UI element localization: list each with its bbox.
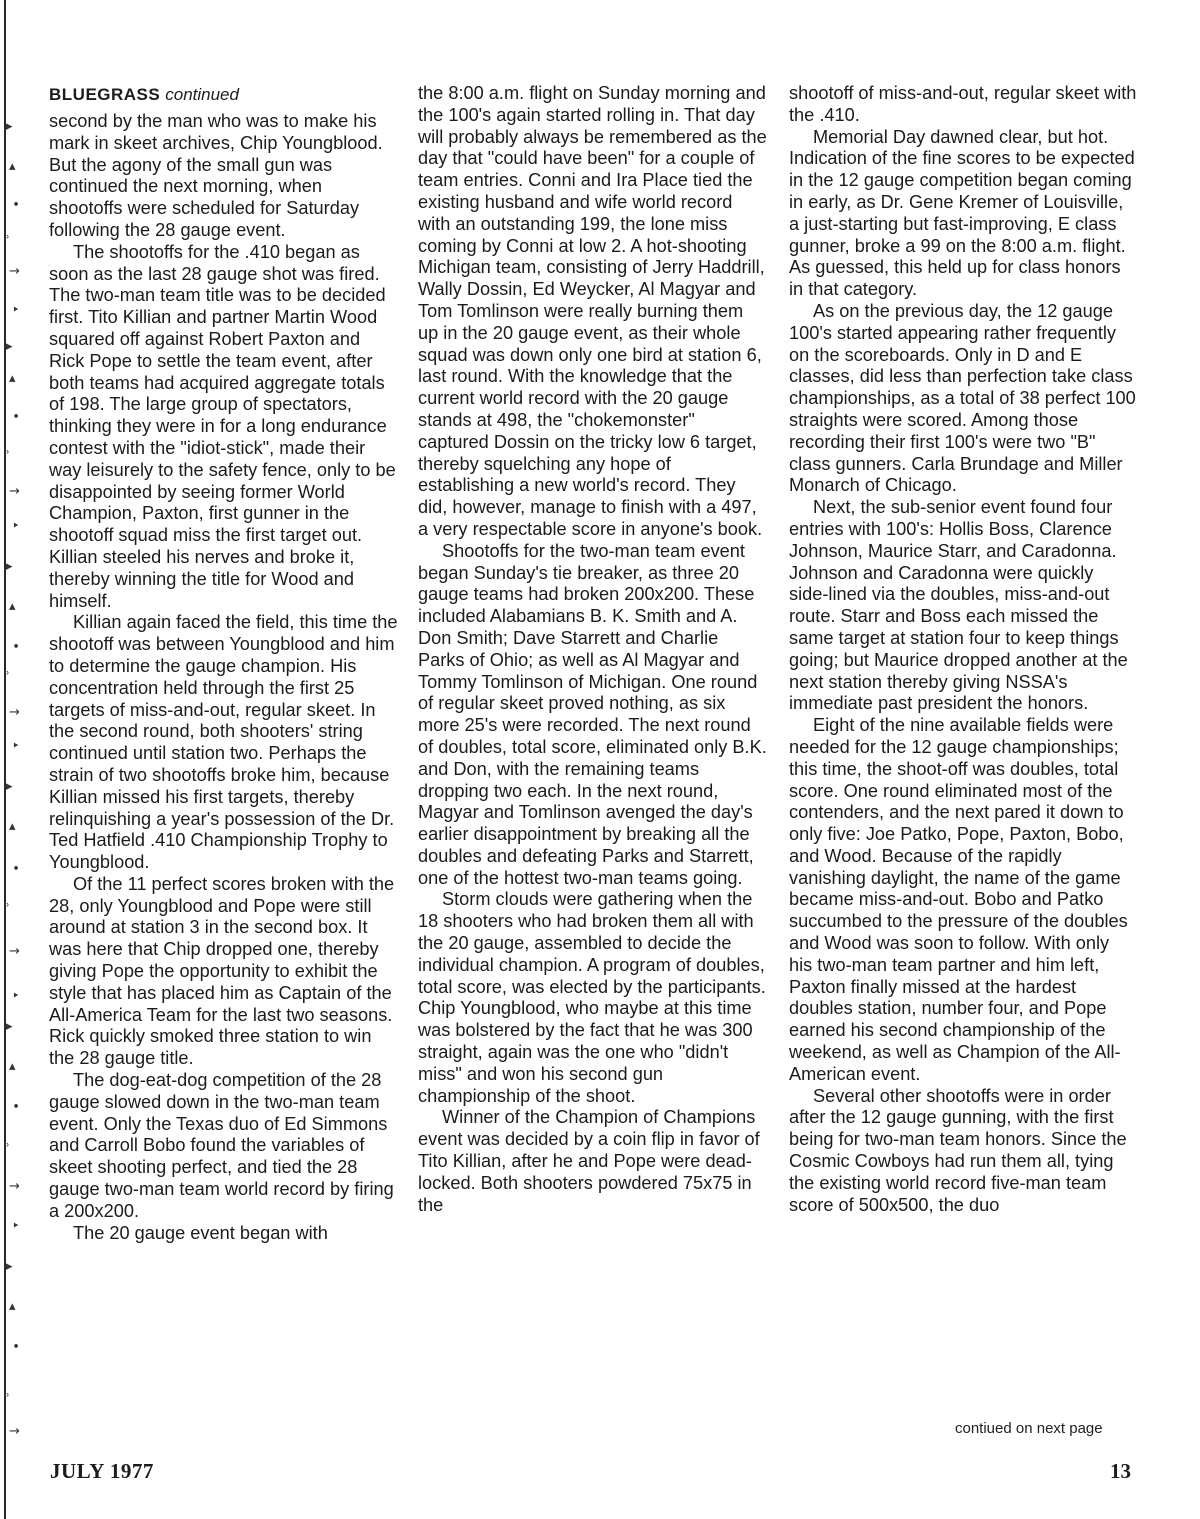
paragraph: Storm clouds were gathering when the 18 shooters who had broken them all with the 20 gauge, assembled to decide the individual champion. A program of doubles, total score, was elected by the participants. Chip Youngblood, who maybe at this time was bolstered by the fact that he was 300 straight, again was the one who "didn't miss" and won his second gun championship of the shoot. <box>418 889 766 1106</box>
paragraph: As on the previous day, the 12 gauge 100's started appearing rather frequently on the scoreboards. Only in D and E classes, did less than perfection take class championships, as a total of 38 perfect 100 straights were scored. Among those recording their first 100's were two "B" class gunners. Carla Brundage and Miller Monarch of Chicago. <box>789 300 1136 496</box>
margin-mark: → <box>9 484 20 499</box>
header-continued: continued <box>165 85 239 104</box>
margin-mark: ▸ <box>6 1259 13 1274</box>
margin-mark: ∙ <box>12 1099 21 1114</box>
margin-mark: ‣ <box>12 303 20 318</box>
margin-mark: ▴ <box>9 599 16 614</box>
paragraph: The 20 gauge event began with <box>73 1222 328 1243</box>
margin-mark: ∙ <box>12 639 21 654</box>
column-3 <box>789 83 1137 1216</box>
margin-mark: ▸ <box>6 119 13 134</box>
paragraph: The shootoffs for the .410 began as soon as the last 28 gauge shot was fired. The two-man team title was to be decided first. Tito Killian and partner Martin Wood squared off against Robert Paxton and Rick Pope to settle the team event, after both teams had acquired aggregate totals of 198. The large group of spectators, thinking they were in for a long endurance contest with the "idiot-stick", made their way leisurely to the safety fence, only to be disappointed by seeing former World Champion, Paxton, first gunner in the shootoff squad miss the first target out. Killian steeled his nerves and broke it, thereby winning the title for Wood and himself. <box>49 241 396 611</box>
margin-mark: ∙ <box>12 861 21 876</box>
margin-mark: ˒ <box>6 667 10 682</box>
paragraph: Eight of the nine available fields were needed for the 12 gauge championships; this time, the shoot-off was doubles, total score. One round eliminated most of the contenders, and the next pared it down to only five: Joe Patko, Pope, Paxton, Bobo, and Wood. Because of the rapidly vanishing daylight, the name of the game became miss-and-out. Bobo and Patko succumbed to the pressure of the doubles and Wood was soon to follow. With only his two-man team partner and him left, Paxton finally missed at the hardest doubles station, number four, and Pope earned his second championship of the weekend, as well as Champion of the All-American event. <box>789 715 1128 1084</box>
margin-mark: ▸ <box>6 779 13 794</box>
paragraph: Winner of the Champion of Champions event was decided by a coin flip in favor of Tito Killian, after he and Pope were dead-locked. Both shooters powdered 75x75 in the <box>418 1107 760 1215</box>
margin-mark: ‣ <box>12 739 20 754</box>
page-number: 13 <box>1110 1459 1131 1483</box>
continued-note: contiued on next page <box>955 1420 1103 1437</box>
paragraph: Killian again faced the field, this time the shootoff was between Youngblood and him to determine the gauge champion. His concentration held through the first 25 targets of miss-and-out, regular skeet. In the second round, both shooters' string continued until station two. Perhaps the strain of two shootoffs broke him, because Killian missed his first targets, thereby relinquishing a year's possession of the Dr. Ted Hatfield .410 Championship Trophy to Youngblood. <box>49 612 398 873</box>
margin-mark: → <box>9 1424 20 1439</box>
paragraph: The dog-eat-dog competition of the 28 gauge slowed down in the two-man team event. Only the Texas duo of Ed Simmons and Carroll Bobo found the variables of skeet shooting perfect, and tied the 28 gauge two-man team world record by firing a 200x200. <box>49 1070 394 1221</box>
margin-mark: ▴ <box>9 1059 16 1074</box>
margin-mark: ‣ <box>12 519 20 534</box>
margin-mark: ˒ <box>6 231 10 246</box>
margin-mark: ▴ <box>9 1299 16 1314</box>
margin-mark: → <box>9 944 20 959</box>
header-kicker: BLUEGRASS <box>49 85 161 104</box>
margin-mark: ▸ <box>6 339 13 354</box>
paragraph: the 8:00 a.m. flight on Sunday morning and the 100's again started rolling in. That day will probably always be remembered as the day that "could have been" for a couple of team entries. Conni and Ira Place tied the existing husband and wife world record with an outstanding 199, the lone miss coming by Conni at low 2. A hot-shooting Michigan team, consisting of Jerry Haddrill, Wally Dossin, Ed Weycker, Al Magyar and Tom Tomlinson were really burning them up in the 20 gauge event, as their whole squad was down only one bird at station 6, last round. With the knowledge that the current world record with the 20 gauge stands at 498, the "chokemonster" captured Dossin on the tricky low 6 target, thereby squelching any hope of establishing a new world's record. They did, however, manage to finish with a 497, a very respectable score in anyone's book. <box>418 83 767 539</box>
paragraph: Several other shootoffs were in order after the 12 gauge gunning, with the first being for two-man team honors. Since the Cosmic Cowboys had run them all, tying the existing world record five-man team score of 500x500, the duo <box>789 1085 1127 1215</box>
margin-mark: → <box>9 705 20 720</box>
margin-mark: ∙ <box>12 197 21 212</box>
column-1 <box>49 83 399 1244</box>
margin-mark: ‣ <box>12 989 20 1004</box>
margin-mark: ∙ <box>12 1339 21 1354</box>
paragraph: Memorial Day dawned clear, but hot. Indication of the fine scores to be expected in the 12 gauge competition began coming in early, as Dr. Gene Kremer of Louisville, a just-starting but fast-improving, E class gunner, broke a 99 on the 8:00 a.m. flight. As guessed, this held up for class honors in that category. <box>789 126 1135 300</box>
margin-mark: ‣ <box>12 1219 20 1234</box>
paragraph: shootoff of miss-and-out, regular skeet with the .410. <box>789 83 1137 125</box>
page-edge-line <box>4 0 6 1519</box>
margin-mark: ∙ <box>12 409 21 424</box>
margin-mark: ˒ <box>6 446 10 461</box>
paragraph: Shootoffs for the two-man team event began Sunday's tie breaker, as three 20 gauge teams had broken 200x200. These included Alabamians B. K. Smith and A. Don Smith; Dave Starrett and Charlie Parks of Ohio; as well as Al Magyar and Tommy Tomlinson of Michigan. One round of regular skeet proved nothing, as six more 25's were recorded. The next round of doubles, total score, eliminated only B.K. and Don, with the remaining teams dropping two each. In the next round, Magyar and Tomlinson avenged the day's earlier disappointment by breaking all the doubles and defeating Parks and Starrett, one of the hottest two-man teams going. <box>418 540 767 888</box>
paragraph: Of the 11 perfect scores broken with the 28, only Youngblood and Pope were still around at station 3 in the second box. It was here that Chip dropped one, thereby giving Pope the opportunity to exhibit the style that has placed him as Captain of the All-America Team for the last two seasons. Rick quickly smoked three station to win the 28 gauge title. <box>49 873 395 1069</box>
column-2 <box>418 83 768 1216</box>
section-header <box>49 83 399 107</box>
margin-mark: ˒ <box>6 1389 10 1404</box>
margin-mark: ▴ <box>9 159 16 174</box>
paragraph: Next, the sub-senior event found four entries with 100's: Hollis Boss, Clarence Johnson, Maurice Starr, and Caradonna. Johnson and Caradonna were quickly side-lined via the doubles, miss-and-out route. Starr and Boss each missed the same target at station four to keep things going; but Maurice dropped another at the next station thereby giving NSSA's immediate past president the honors. <box>789 497 1128 714</box>
margin-mark: ˒ <box>6 1139 10 1154</box>
margin-mark: → <box>9 264 20 279</box>
margin-mark: ▸ <box>6 1019 13 1034</box>
footer-date: JULY 1977 <box>50 1459 154 1483</box>
margin-mark: ▴ <box>9 371 16 386</box>
margin-mark: → <box>9 1179 20 1194</box>
margin-mark: ▴ <box>9 819 16 834</box>
margin-mark: ˒ <box>6 899 10 914</box>
paragraph: second by the man who was to make his mark in skeet archives, Chip Youngblood. But the agony of the small gun was continued the next morning, when shootoffs were scheduled for Saturday following the 28 gauge event. <box>49 111 383 240</box>
margin-mark: ▸ <box>6 559 13 574</box>
